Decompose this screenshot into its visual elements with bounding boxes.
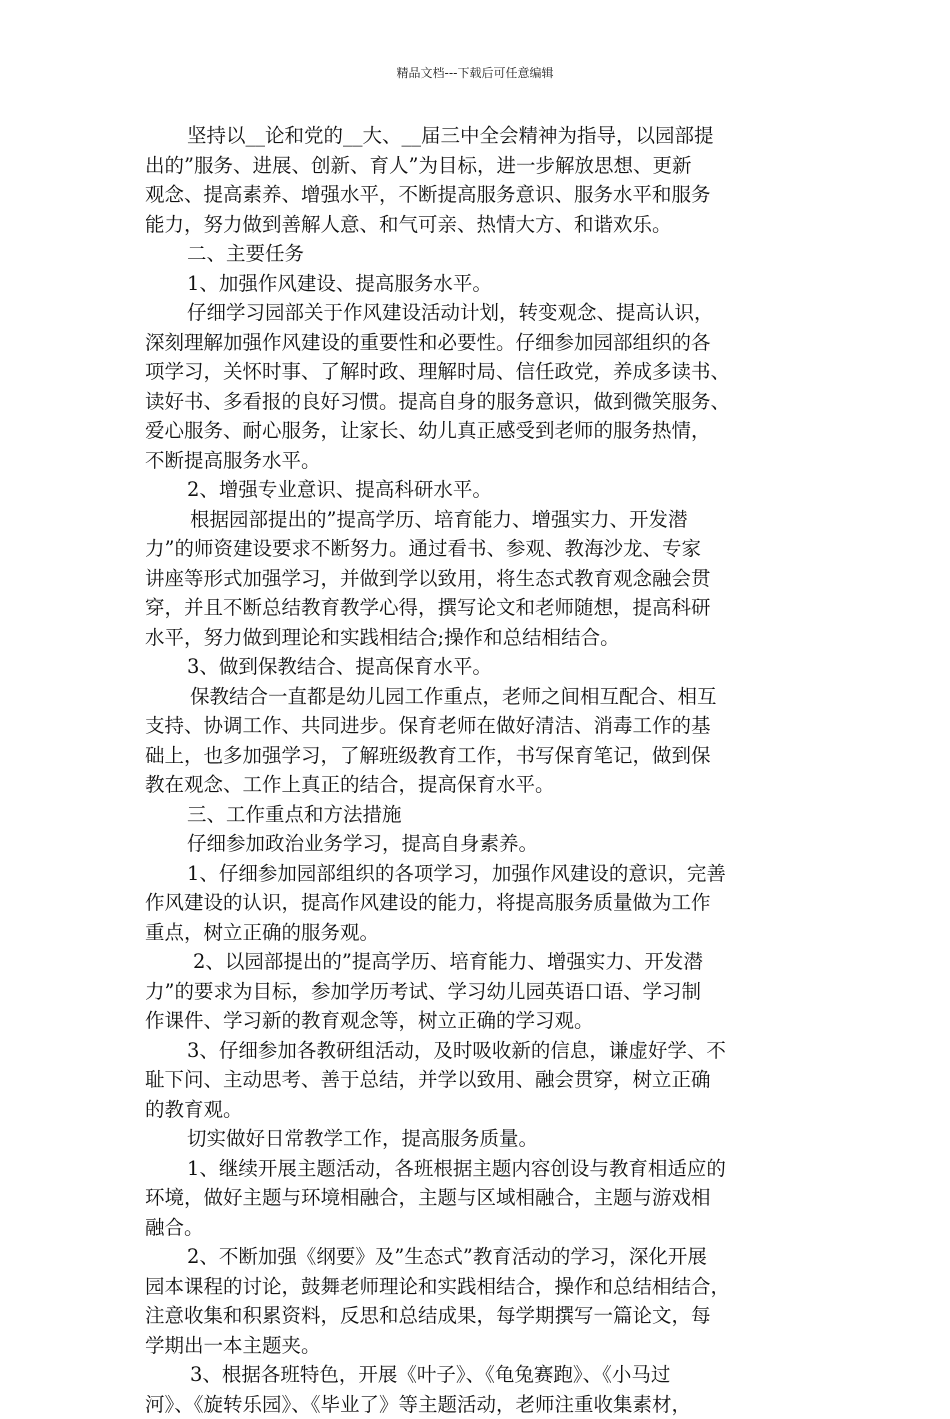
paragraph-line: 坚持以__论和党的__大、__届三中全会精神为指导，以园部提 bbox=[145, 121, 813, 151]
paragraph-line: 3、根据各班特色，开展《叶子》、《龟兔赛跑》、《小马过 bbox=[145, 1360, 813, 1390]
paragraph-line: 不断提高服务水平。 bbox=[145, 446, 813, 476]
paragraph-line: 础上，也多加强学习，了解班级教育工作，书写保育笔记，做到保 bbox=[145, 741, 813, 771]
paragraph-line: 读好书、多看报的良好习惯。提高自身的服务意识，做到微笑服务、 bbox=[145, 387, 813, 417]
paragraph-line: 耻下问、主动思考、善于总结，并学以致用、融会贯穿，树立正确 bbox=[145, 1065, 813, 1095]
subsection-heading: 仔细参加政治业务学习，提高自身素养。 bbox=[145, 829, 813, 859]
paragraph-line: 项学习，关怀时事、了解时政、理解时局、信任政党，养成多读书、 bbox=[145, 357, 813, 387]
paragraph-line: 作风建设的认识，提高作风建设的能力，将提高服务质量做为工作 bbox=[145, 888, 813, 918]
page-header: 精品文档---下载后可任意编辑 bbox=[0, 66, 950, 80]
paragraph-line: 仔细学习园部关于作风建设活动计划，转变观念、提高认识， bbox=[145, 298, 813, 328]
subsection-heading: 切实做好日常教学工作，提高服务质量。 bbox=[145, 1124, 813, 1154]
subsection-heading: 2、增强专业意识、提高科研水平。 bbox=[145, 475, 813, 505]
paragraph-line: 出的”服务、进展、创新、育人”为目标，进一步解放思想、更新 bbox=[145, 151, 813, 181]
paragraph-line: 深刻理解加强作风建设的重要性和必要性。仔细参加园部组织的各 bbox=[145, 328, 813, 358]
paragraph-line: 支持、协调工作、共同进步。保育老师在做好清洁、消毒工作的基 bbox=[145, 711, 813, 741]
paragraph-line: 力”的要求为目标，参加学历考试、学习幼儿园英语口语、学习制 bbox=[145, 977, 813, 1007]
paragraph-line: 的教育观。 bbox=[145, 1095, 813, 1125]
paragraph-line: 作课件、学习新的教育观念等，树立正确的学习观。 bbox=[145, 1006, 813, 1036]
paragraph-line: 1、继续开展主题活动，各班根据主题内容创设与教育相适应的 bbox=[145, 1154, 813, 1184]
section-heading: 二、主要任务 bbox=[145, 239, 813, 269]
paragraph-line: 融合。 bbox=[145, 1213, 813, 1243]
paragraph-line: 2、以园部提出的”提高学历、培育能力、增强实力、开发潜 bbox=[145, 947, 813, 977]
paragraph-line: 水平，努力做到理论和实践相结合;操作和总结相结合。 bbox=[145, 623, 813, 653]
paragraph-line: 保教结合一直都是幼儿园工作重点，老师之间相互配合、相互 bbox=[145, 682, 813, 712]
paragraph-line: 环境，做好主题与环境相融合，主题与区域相融合，主题与游戏相 bbox=[145, 1183, 813, 1213]
paragraph-line: 3、仔细参加各教研组活动，及时吸收新的信息，谦虚好学、不 bbox=[145, 1036, 813, 1066]
paragraph-line: 观念、提高素养、增强水平，不断提高服务意识、服务水平和服务 bbox=[145, 180, 813, 210]
paragraph-line: 能力，努力做到善解人意、和气可亲、热情大方、和谐欢乐。 bbox=[145, 210, 813, 240]
paragraph-line: 1、仔细参加园部组织的各项学习，加强作风建设的意识，完善 bbox=[145, 859, 813, 889]
section-heading: 三、工作重点和方法措施 bbox=[145, 800, 813, 830]
paragraph-line: 力”的师资建设要求不断努力。通过看书、参观、教海沙龙、专家 bbox=[145, 534, 813, 564]
paragraph-line: 教在观念、工作上真正的结合，提高保育水平。 bbox=[145, 770, 813, 800]
subsection-heading: 1、加强作风建设、提高服务水平。 bbox=[145, 269, 813, 299]
document-body bbox=[145, 121, 813, 1419]
paragraph-line: 讲座等形式加强学习，并做到学以致用，将生态式教育观念融会贯 bbox=[145, 564, 813, 594]
paragraph-line: 河》、《旋转乐园》、《毕业了》等主题活动，老师注重收集素材， bbox=[145, 1390, 813, 1419]
paragraph-line: 根据园部提出的”提高学历、培育能力、增强实力、开发潜 bbox=[145, 505, 813, 535]
paragraph-line: 园本课程的讨论，鼓舞老师理论和实践相结合，操作和总结相结合， bbox=[145, 1272, 813, 1302]
paragraph-line: 穿，并且不断总结教育教学心得，撰写论文和老师随想，提高科研 bbox=[145, 593, 813, 623]
paragraph-line: 爱心服务、耐心服务，让家长、幼儿真正感受到老师的服务热情， bbox=[145, 416, 813, 446]
paragraph-line: 重点，树立正确的服务观。 bbox=[145, 918, 813, 948]
subsection-heading: 3、做到保教结合、提高保育水平。 bbox=[145, 652, 813, 682]
paragraph-line: 2、不断加强《纲要》及”生态式”教育活动的学习，深化开展 bbox=[145, 1242, 813, 1272]
paragraph-line: 学期出一本主题夹。 bbox=[145, 1331, 813, 1361]
paragraph-line: 注意收集和积累资料，反思和总结成果，每学期撰写一篇论文，每 bbox=[145, 1301, 813, 1331]
